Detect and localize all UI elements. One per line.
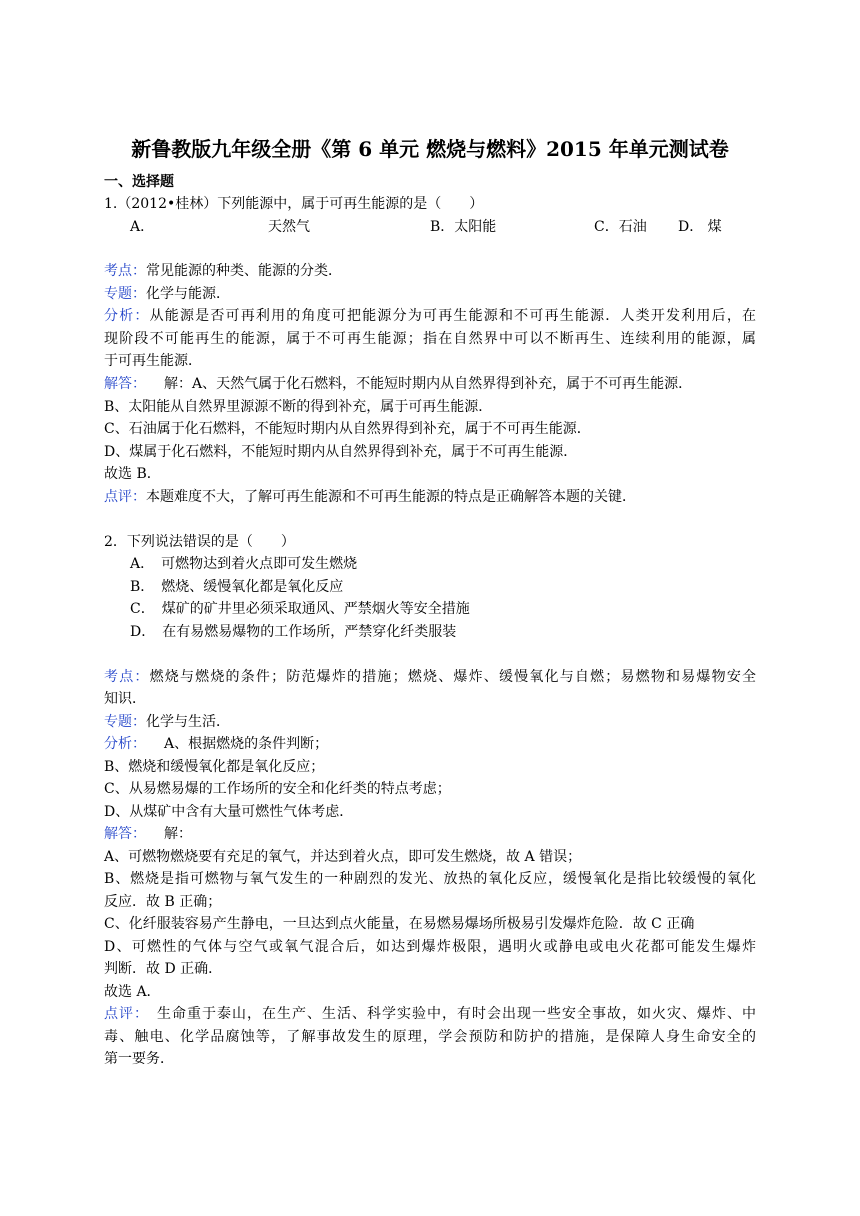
section-heading-choice: 一、选择题	[104, 174, 174, 190]
q2-fenxi-text1: A、根据燃烧的条件判断；	[164, 736, 329, 752]
q2-option-a: A． 可燃物达到着火点即可发生燃烧	[130, 556, 358, 572]
q2-kaodian-text1: 燃烧与燃烧的条件；防范爆炸的措施；燃烧、爆炸、缓慢氧化与自燃；易燃物和易爆物安全	[149, 669, 757, 685]
q2-dianping-text1: 生命重于泰山，在生产、生活、科学实验中，有时会出现一些安全事故，如火灾、爆炸、中	[157, 1006, 756, 1022]
q2-jieda-text0: 解：	[164, 826, 192, 842]
q1-option-a-label: A．	[130, 219, 155, 235]
q1-jieda-line4: D、煤属于化石燃料，不能短时期内从自然界得到补充，属于不可再生能源．	[104, 444, 578, 460]
q2-jieda-line3: 反应．故 B 正确；	[104, 894, 222, 910]
q2-fenxi-line3: C、从易燃易爆的工作场所的安全和化纤类的特点考虑；	[104, 781, 451, 797]
q1-jieda-line3: C、石油属于化石燃料，不能短时期内从自然界得到补充，属于不可再生能源．	[104, 421, 591, 437]
q1-zhuanti-text: 化学与能源．	[146, 286, 230, 302]
q2-jieda-line2: B、燃烧是指可燃物与氧气发生的一种剧烈的发光、放热的氧化反应，缓慢氧化是指比较缓慢的氧化	[104, 871, 756, 887]
q2-fenxi-line1	[104, 733, 328, 755]
q2-zhuanti	[104, 711, 230, 733]
q2-kaodian-line2: 知识．	[104, 691, 146, 707]
q1-fenxi-line2: 现阶段不可能再生的能源，属于不可再生能源；指在自然界中可以不断再生、连续利用的能源，属	[104, 331, 756, 347]
q1-kaodian	[104, 260, 342, 282]
q1-jieda-text1: 解：A、天然气属于化石燃料，不能短时期内从自然界得到补充，属于不可再生能源．	[164, 376, 693, 392]
q1-dianping-text: 本题难度不大，了解可再生能源和不可再生能源的特点是正确解答本题的关键．	[146, 489, 636, 505]
fenxi-label: 分析：	[104, 736, 146, 752]
q1-jieda-line5: 故选 B．	[104, 466, 161, 482]
q2-option-c: C． 煤矿的矿井里必须采取通风、严禁烟火等安全措施	[130, 601, 470, 617]
q1-option-c: C．石油	[594, 219, 647, 235]
q2-jieda-line4: C、化纤服装容易产生静电，一旦达到点火能量，在易燃易爆场所极易引发爆炸危险．故 C 正确	[104, 916, 695, 932]
dianping-label: 点评：	[104, 489, 146, 505]
dianping-label: 点评：	[104, 1006, 149, 1022]
jieda-label: 解答：	[104, 376, 146, 392]
q1-option-b: B．太阳能	[430, 219, 497, 235]
q1-option-d: D． 煤	[678, 219, 722, 235]
q1-fenxi-line1	[104, 305, 756, 327]
q1-fenxi-text1: 从能源是否可再利用的角度可把能源分为可再生能源和不可再生能源．人类开发利用后，在	[149, 308, 757, 324]
zhuanti-label: 专题：	[104, 286, 146, 302]
jieda-label: 解答：	[104, 826, 146, 842]
q2-jieda-line1: A、可燃物燃烧要有充足的氧气，并达到着火点，即可发生燃烧，故 A 错误；	[104, 849, 582, 865]
q2-jieda-line0	[104, 823, 192, 845]
q2-dianping-line3: 第一要务．	[104, 1051, 174, 1067]
q2-fenxi-line4: D、从煤矿中含有大量可燃性气体考虑．	[104, 804, 354, 820]
q2-jieda-line5: D、可燃性的气体与空气或氧气混合后，如达到爆炸极限，遇明火或静电或电火花都可能发生爆炸	[104, 939, 756, 955]
q2-kaodian-line1	[104, 666, 756, 688]
q1-jieda-line1	[104, 373, 692, 395]
q1-option-a-text: 天然气	[268, 219, 310, 235]
q1-dianping	[104, 486, 636, 508]
q1-kaodian-text: 常见能源的种类、能源的分类．	[146, 263, 342, 279]
q2-option-d: D． 在有易燃易爆物的工作场所，严禁穿化纤类服装	[130, 624, 457, 640]
q2-dianping-line1	[104, 1003, 756, 1025]
q1-fenxi-line3: 于可再生能源．	[104, 353, 202, 369]
q2-stem: 2．下列说法错误的是（ ）	[104, 534, 295, 550]
q2-option-b: B． 燃烧、缓慢氧化都是氧化反应	[130, 579, 344, 595]
q2-zhuanti-text: 化学与生活．	[146, 714, 230, 730]
page-title: 新鲁教版九年级全册《第 6 单元 燃烧与燃料》2015 年单元测试卷	[131, 137, 729, 161]
q2-dianping-line2: 毒、触电、化学品腐蚀等，了解事故发生的原理，学会预防和防护的措施，是保障人身生命安全的	[104, 1029, 756, 1045]
zhuanti-label: 专题：	[104, 714, 146, 730]
kaodian-label: 考点：	[104, 263, 146, 279]
q2-jieda-line7: 故选 A．	[104, 984, 161, 1000]
q1-jieda-line2: B、太阳能从自然界里源源不断的得到补充，属于可再生能源．	[104, 399, 493, 415]
kaodian-label: 考点：	[104, 669, 150, 685]
q2-jieda-line6: 判断．故 D 正确．	[104, 961, 223, 977]
q2-fenxi-line2: B、燃烧和缓慢氧化都是氧化反应；	[104, 759, 325, 775]
fenxi-label: 分析：	[104, 308, 150, 324]
q1-zhuanti	[104, 283, 230, 305]
q1-stem: 1.（2012•桂林）下列能源中，属于可再生能源的是（ ）	[104, 196, 484, 212]
